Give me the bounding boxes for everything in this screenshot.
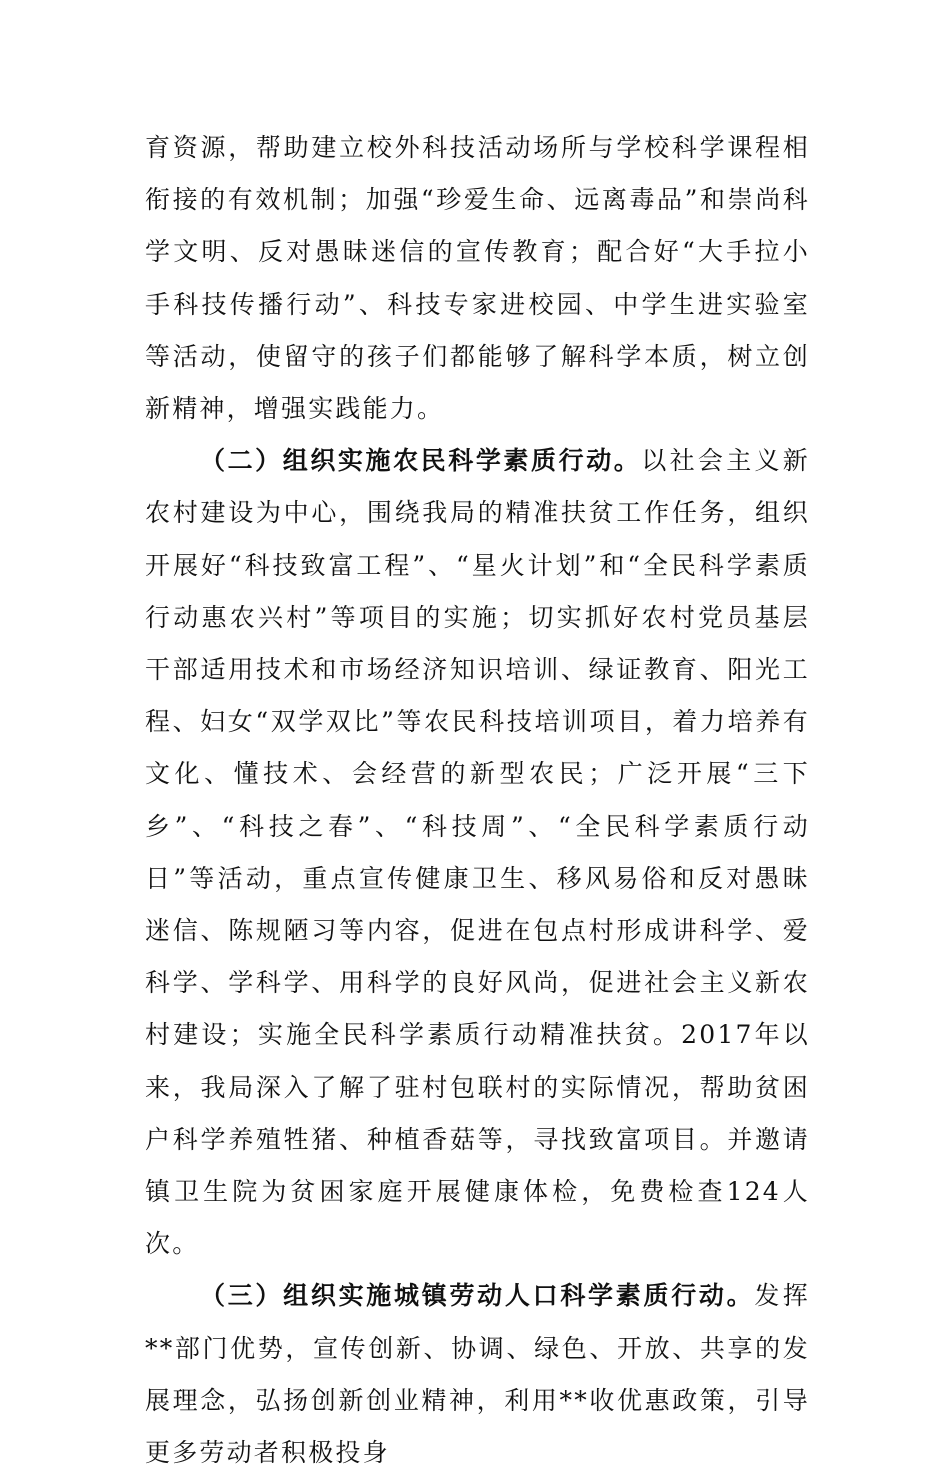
paragraph-3 <box>145 1270 810 1479</box>
paragraph-1 <box>145 122 810 435</box>
paragraph-2 <box>145 435 810 1270</box>
paragraph-2-body: 以社会主义新农村建设为中心，围绕我局的精准扶贫工作任务，组织开展好“科技致富工程”、“星火计划”和“全民科学素质行动惠农兴村”等项目的实施；切实抓好农村党员基层干部适用技术和市场经济知识培训、绿证教育、阳光工程、妇女“双学双比”等农民科技培训项目，着力培养有文化、懂技术、会经营的新型农民；广泛开展“三下乡”、“科技之春”、“科技周”、“全民科学素质行动日”等活动，重点宣传健康卫生、移风易俗和反对愚昧迷信、陈规陋习等内容，促进在包点村形成讲科学、爱科学、学科学、用科学的良好风尚，促进社会主义新农村建设；实施全民科学素质行动精准扶贫。2017年以来，我局深入了解了驻村包联村的实际情况，帮助贫困户科学养殖牲猪、种植香菇等，寻找致富项目。并邀请镇卫生院为贫困家庭开展健康体检，免费检查124人次。 <box>145 446 810 1259</box>
section-heading-3: （三）组织实施城镇劳动人口科学素质行动。 <box>200 1281 755 1311</box>
paragraph-1-body: 育资源，帮助建立校外科技活动场所与学校科学课程相衔接的有效机制；加强“珍爱生命、远离毒品”和崇尚科学文明、反对愚昧迷信的宣传教育；配合好“大手拉小手科技传播行动”、科技专家进校园、中学生进实验室等活动，使留守的孩子们都能够了解科学本质，树立创新精神，增强实践能力。 <box>145 133 810 424</box>
section-heading-2: （二）组织实施农民科学素质行动。 <box>200 446 642 476</box>
paragraph-3-body: 发挥**部门优势，宣传创新、协调、绿色、开放、共享的发展理念，弘扬创新创业精神，利用**收优惠政策，引导更多劳动者积极投身 <box>145 1281 810 1468</box>
document-body <box>145 122 810 1479</box>
